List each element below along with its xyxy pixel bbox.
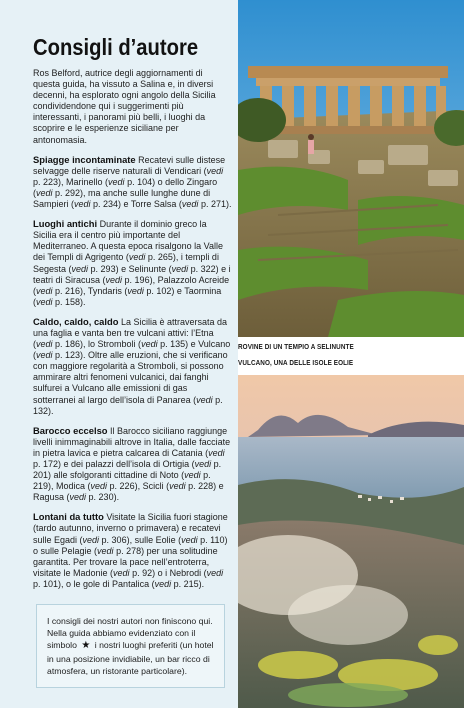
page-ref-label: vedi xyxy=(208,447,225,458)
tip-text: p. 104) o dello Zingaro ( xyxy=(33,176,218,198)
tip-text: p. 216), Tyndaris ( xyxy=(52,285,128,296)
page-ref-label: vedi xyxy=(171,263,189,274)
tip-text: p. 306), sulle Eolie ( xyxy=(99,534,182,545)
page-ref-label: vedi xyxy=(154,578,172,589)
tip-text: p. 292), ma anche sulle lunghe dune di Sampieri ( xyxy=(33,187,211,210)
page-ref-label: vedi xyxy=(74,199,91,210)
page-ref-label: vedi xyxy=(206,165,224,176)
page-ref-label: vedi xyxy=(71,263,89,274)
tip-paragraph xyxy=(33,511,232,590)
tip-text: p. 278) per una solitudine garantita. Per trovare la pace nell’entroterra, visitate le Madonie ( xyxy=(33,545,218,578)
tip-text: p. 322) e i teatri di Siracusa ( xyxy=(33,263,231,285)
tip-text: p. 215). xyxy=(171,578,205,589)
page-ref-label: vedi xyxy=(97,545,114,556)
page-ref-label: vedi xyxy=(69,492,87,503)
callout-text xyxy=(47,615,218,677)
page-ref-label: vedi xyxy=(108,176,125,187)
page-ref-label: vedi xyxy=(36,187,53,198)
tip-heading: Spiagge incontaminate xyxy=(33,153,136,165)
callout-text-before: I consigli dei nostri autori non finiscono qui. Nella guida abbiamo evidenziato con il simbolo xyxy=(47,616,213,651)
tip-text: p. 196), Palazzolo Acreide ( xyxy=(33,274,230,296)
page-ref-label: vedi xyxy=(36,350,53,361)
tip-text: p. 186), lo Stromboli ( xyxy=(52,339,142,350)
selinunte-temple-photo xyxy=(238,0,464,337)
tip-text: p. 271). xyxy=(198,199,232,210)
page-ref-label: vedi xyxy=(141,339,158,350)
tip-text: p. 234) e Torre Salsa ( xyxy=(90,199,182,210)
photo2-caption: VULCANO, UNA DELLE ISOLE EOLIE xyxy=(238,360,354,367)
tips-list xyxy=(33,154,232,590)
page-ref-label: vedi xyxy=(206,567,224,578)
tip-text: p. 110) o sulle Pelagie ( xyxy=(33,534,228,556)
tip-heading: Caldo, caldo, caldo xyxy=(33,315,119,327)
page-ref-label: vedi xyxy=(194,459,212,469)
tip-text: La Sicilia è attraversata da una faglia e vanta ben tre vulcani attivi: l’Etna ( xyxy=(33,316,227,350)
page-ref-label: vedi xyxy=(127,285,144,296)
tip-text: p. 219), Modica ( xyxy=(33,470,211,492)
page-ref-label: vedi xyxy=(90,481,108,492)
tip-heading: Barocco eccelso xyxy=(33,424,108,436)
tip-text: p. 135) e Vulcano ( xyxy=(33,339,231,361)
page-ref-label: vedi xyxy=(36,285,53,296)
page-ref-label: vedi xyxy=(36,296,53,307)
tip-text: p. 172) e dei palazzi dell’isola di Ortigia ( xyxy=(33,459,195,469)
tip-text: Visitate la Sicilia fuori stagione (tardo autunno, inverno o primavera) e recatevi sulle Egadi ( xyxy=(33,512,228,545)
tip-text: p. 92) o i Nebrodi ( xyxy=(129,567,207,578)
tip-text: p. 230). xyxy=(86,492,120,503)
tip-text: p. 101), o le gole di Pantalica ( xyxy=(33,578,155,589)
tip-callout-box xyxy=(36,604,225,688)
page-ref-label: vedi xyxy=(36,339,53,350)
photo1-caption: ROVINE DI UN TEMPIO A SELINUNTE xyxy=(238,344,354,351)
page-ref-label: vedi xyxy=(181,199,199,210)
callout-text-after: i nostri luoghi preferiti (un hotel in una posizione invidiabile, un bar ricco di atmosfera, un ristorante particolare). xyxy=(47,640,214,676)
tip-heading: Luoghi antichi xyxy=(33,218,98,230)
tip-text: p. 123). Oltre alle eruzioni, che si verificano con maggiore regolarità a Stromboli, si possono ammirare altri fenomeni vulcanici, dai fanghi sulfurei a Vulcano alle emissioni di gas sotterranei al largo dell’isola di Panarea ( xyxy=(33,350,228,405)
tip-text: p. 223), Marinello ( xyxy=(33,176,109,187)
tip-text: p. 158). xyxy=(52,296,86,307)
star-icon: ★ xyxy=(81,640,91,652)
page-ref-label: vedi xyxy=(82,534,100,545)
tip-text: p. 228) e Ragusa ( xyxy=(33,481,224,503)
tip-text: p. 102) e Taormina ( xyxy=(33,285,222,307)
page-ref-label: vedi xyxy=(181,534,198,545)
tip-text: p. 293) e Selinunte ( xyxy=(88,263,172,274)
vulcano-island-photo xyxy=(238,375,464,708)
tip-text: Durante il dominio greco la Sicilia era il centro più importante del Mediterraneo. A questa epoca risalgono la Valle dei Templi di Agrigento ( xyxy=(33,219,223,263)
tip-text: p. 132). xyxy=(33,394,223,416)
tip-text: Il Barocco siciliano raggiunge livelli inimmaginabili altrove in Italia, dalle facciate in pietra lavica e pietra calcarea di Catania ( xyxy=(33,425,231,458)
tip-paragraph xyxy=(33,316,232,417)
tip-text: p. 226), Scicli ( xyxy=(107,481,170,492)
tip-paragraph xyxy=(33,425,232,504)
page-ref-label: vedi xyxy=(128,252,146,263)
page-ref-label: vedi xyxy=(105,274,123,285)
tip-text: Recatevi sulle distese selvagge delle riserve naturali di Vendicari ( xyxy=(33,154,226,176)
tip-paragraph xyxy=(33,154,232,210)
intro-paragraph: Ros Belford, autrice degli aggiornamenti di questa guida, ha vissuto a Salina e, in diversi decenni, ha esplorato ogni angolo della Sicilia condividendone qui i suggerimenti più interessanti, i panorami più belli, i luoghi da scoprire e le esperienze siciliane per antonomasia. xyxy=(33,68,216,145)
page-ref-label: vedi xyxy=(113,567,130,578)
page-ref-label: vedi xyxy=(196,394,213,405)
page-ref-label: vedi xyxy=(169,481,186,492)
article-body xyxy=(33,68,232,598)
page-title: Consigli d’autore xyxy=(33,34,199,60)
tip-heading: Lontani da tutto xyxy=(33,511,104,523)
tip-paragraph xyxy=(33,218,232,308)
page-ref-label: vedi xyxy=(184,470,201,481)
tip-text: p. 201) alle sfolgoranti cittadine di Noto ( xyxy=(33,459,222,481)
tip-text: p. 265), i templi di Segesta ( xyxy=(33,252,219,274)
